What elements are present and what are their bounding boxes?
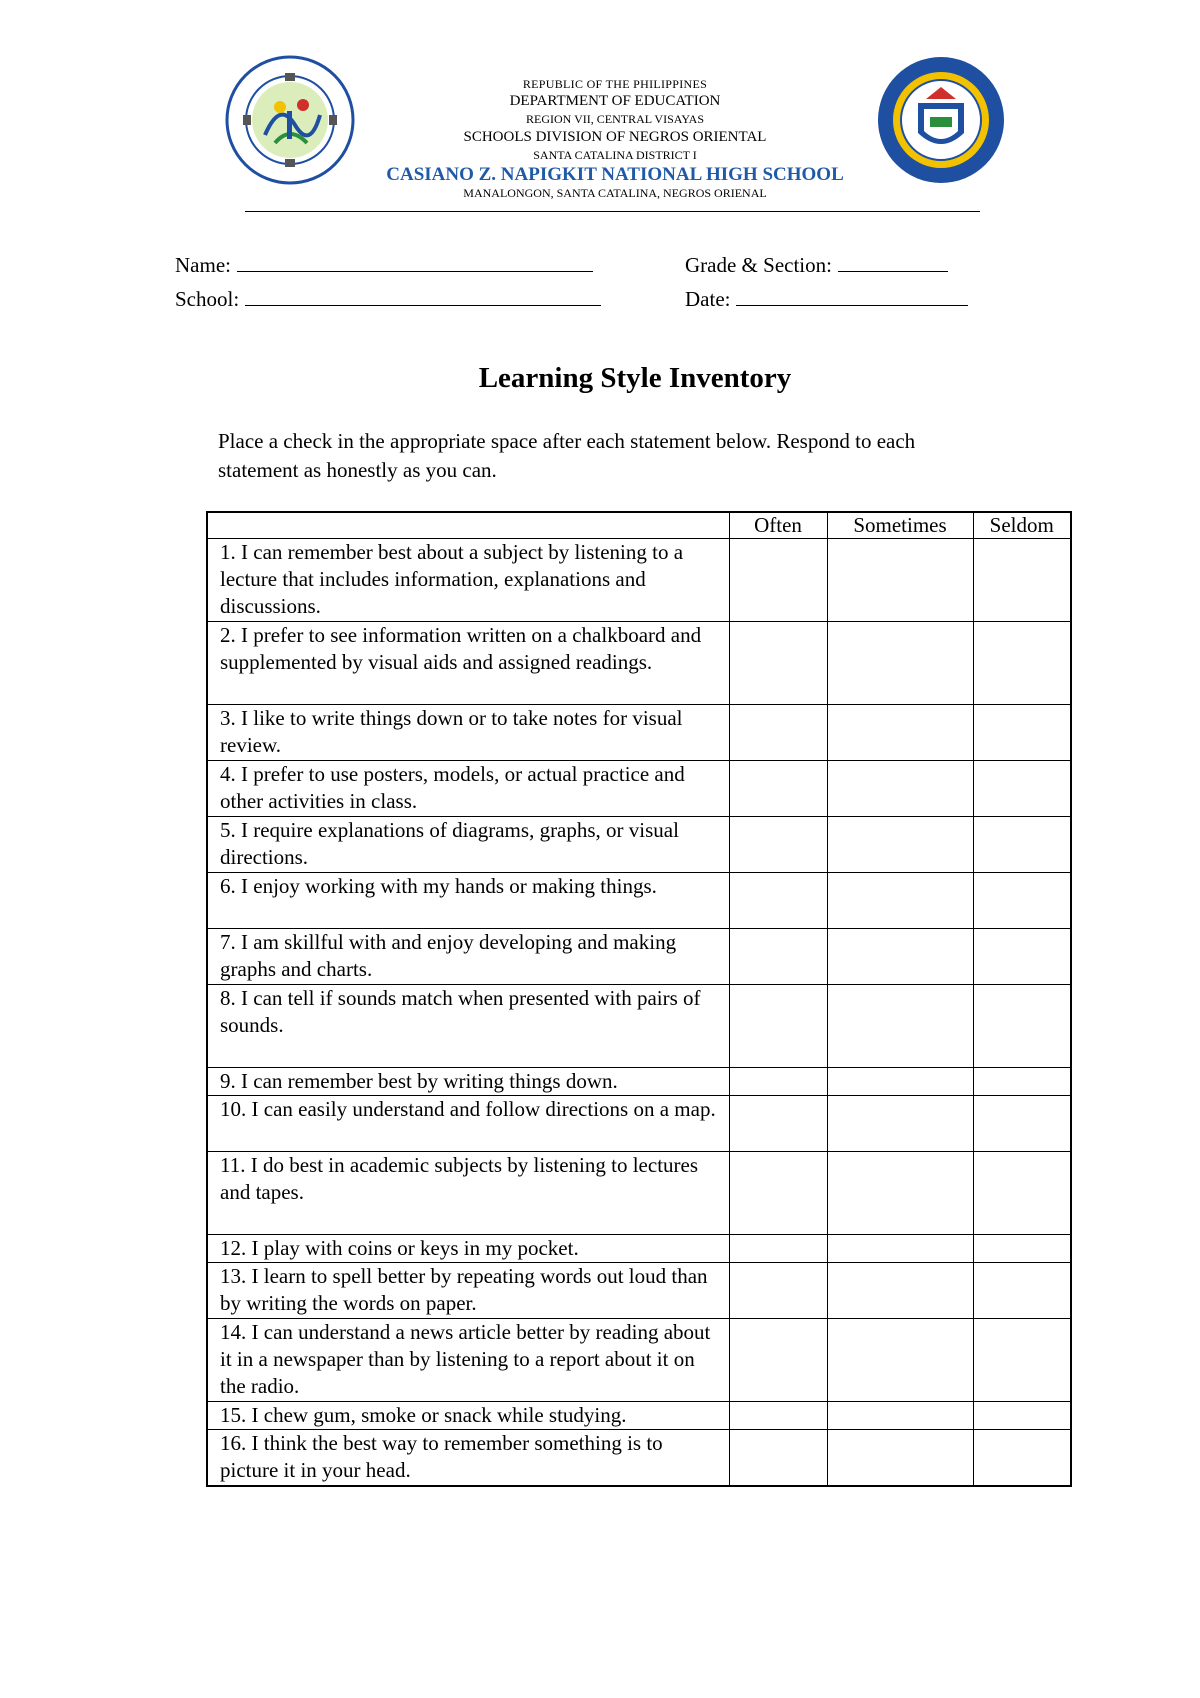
table-row xyxy=(207,985,1071,1068)
seldom-check[interactable] xyxy=(973,622,1071,705)
sometimes-check[interactable] xyxy=(827,1319,973,1402)
table-row xyxy=(207,1263,1071,1319)
grade-section-field xyxy=(685,253,948,278)
seldom-check[interactable] xyxy=(973,1319,1071,1402)
instructions: Place a check in the appropriate space after each statement below. Respond to each statement as honestly as you can. xyxy=(218,429,916,482)
page-title: Learning Style Inventory xyxy=(478,362,792,394)
sometimes-check[interactable] xyxy=(827,1096,973,1152)
statement: 2. I prefer to see information written on a chalkboard and supplemented by visual aids and assigned readings. xyxy=(207,622,729,705)
sometimes-check[interactable] xyxy=(827,622,973,705)
statement: 1. I can remember best about a subject by listening to a lecture that includes information, explanations and discussions. xyxy=(207,539,729,622)
statement: 5. I require explanations of diagrams, graphs, or visual directions. xyxy=(207,817,729,873)
table-row xyxy=(207,1096,1071,1152)
often-check[interactable] xyxy=(729,1263,827,1319)
table-row xyxy=(207,1402,1071,1430)
sometimes-check[interactable] xyxy=(827,1402,973,1430)
statement: 14. I can understand a news article better by reading about it in a newspaper than by listening to a report about it on the radio. xyxy=(207,1319,729,1402)
seldom-check[interactable] xyxy=(973,1263,1071,1319)
statement: 7. I am skillful with and enjoy developing and making graphs and charts. xyxy=(207,929,729,985)
letterhead-district: SANTA CATALINA DISTRICT I xyxy=(533,148,697,162)
sometimes-check[interactable] xyxy=(827,985,973,1068)
table-header-row xyxy=(207,512,1071,539)
school-seal-logo xyxy=(876,55,1006,185)
header-seldom: Seldom xyxy=(973,512,1071,539)
name-label: Name: xyxy=(175,253,231,277)
letterhead-republic: REPUBLIC OF THE PHILIPPINES xyxy=(522,77,708,91)
seldom-check[interactable] xyxy=(973,539,1071,622)
sometimes-check[interactable] xyxy=(827,705,973,761)
statement: 6. I enjoy working with my hands or making things. xyxy=(207,873,729,929)
date-label: Date: xyxy=(685,287,731,311)
often-check[interactable] xyxy=(729,1152,827,1235)
sometimes-check[interactable] xyxy=(827,1430,973,1486)
table-row xyxy=(207,1068,1071,1096)
table-row xyxy=(207,873,1071,929)
sometimes-check[interactable] xyxy=(827,539,973,622)
statement: 16. I think the best way to remember something is to picture it in your head. xyxy=(207,1430,729,1486)
often-check[interactable] xyxy=(729,817,827,873)
sometimes-check[interactable] xyxy=(827,1152,973,1235)
sometimes-check[interactable] xyxy=(827,1263,973,1319)
header-sometimes: Sometimes xyxy=(827,512,973,539)
seldom-check[interactable] xyxy=(973,929,1071,985)
often-check[interactable] xyxy=(729,1402,827,1430)
often-check[interactable] xyxy=(729,705,827,761)
statement: 8. I can tell if sounds match when presented with pairs of sounds. xyxy=(207,985,729,1068)
seldom-check[interactable] xyxy=(973,1068,1071,1096)
table-row xyxy=(207,817,1071,873)
letterhead-address: MANALONGON, SANTA CATALINA, NEGROS ORIENAL xyxy=(463,186,767,200)
seldom-check[interactable] xyxy=(973,1152,1071,1235)
letterhead-divider xyxy=(245,211,980,212)
table-row xyxy=(207,761,1071,817)
statement: 4. I prefer to use posters, models, or actual practice and other activities in class. xyxy=(207,761,729,817)
often-check[interactable] xyxy=(729,985,827,1068)
seldom-check[interactable] xyxy=(973,761,1071,817)
often-check[interactable] xyxy=(729,1068,827,1096)
statement: 10. I can easily understand and follow directions on a map. xyxy=(207,1096,729,1152)
letterhead-division: SCHOOLS DIVISION OF NEGROS ORIENTAL xyxy=(463,129,767,145)
sometimes-check[interactable] xyxy=(827,1068,973,1096)
table-row xyxy=(207,1430,1071,1486)
sometimes-check[interactable] xyxy=(827,873,973,929)
deped-seal-logo xyxy=(225,55,355,185)
often-check[interactable] xyxy=(729,1235,827,1263)
seldom-check[interactable] xyxy=(973,1430,1071,1486)
often-check[interactable] xyxy=(729,622,827,705)
often-check[interactable] xyxy=(729,929,827,985)
letterhead-school-name: CASIANO Z. NAPIGKIT NATIONAL HIGH SCHOOL xyxy=(386,164,844,185)
date-field xyxy=(685,287,968,312)
statement: 15. I chew gum, smoke or snack while studying. xyxy=(207,1402,729,1430)
often-check[interactable] xyxy=(729,761,827,817)
often-check[interactable] xyxy=(729,1319,827,1402)
letterhead xyxy=(380,78,850,199)
sometimes-check[interactable] xyxy=(827,817,973,873)
seldom-check[interactable] xyxy=(973,1096,1071,1152)
statement: 3. I like to write things down or to take notes for visual review. xyxy=(207,705,729,761)
sometimes-check[interactable] xyxy=(827,1235,973,1263)
school-input-line[interactable] xyxy=(245,287,601,306)
seldom-check[interactable] xyxy=(973,873,1071,929)
date-input-line[interactable] xyxy=(736,287,968,306)
table-row xyxy=(207,705,1071,761)
letterhead-region: REGION VII, CENTRAL VISAYAS xyxy=(525,112,704,126)
school-label: School: xyxy=(175,287,240,311)
header-statement xyxy=(207,512,729,539)
grade-section-input-line[interactable] xyxy=(838,253,948,272)
often-check[interactable] xyxy=(729,1096,827,1152)
table-row xyxy=(207,539,1071,622)
school-field xyxy=(175,287,601,312)
inventory-table xyxy=(206,511,1072,1487)
often-check[interactable] xyxy=(729,539,827,622)
table-row xyxy=(207,929,1071,985)
seldom-check[interactable] xyxy=(973,817,1071,873)
statement: 11. I do best in academic subjects by listening to lectures and tapes. xyxy=(207,1152,729,1235)
seldom-check[interactable] xyxy=(973,985,1071,1068)
seldom-check[interactable] xyxy=(973,1235,1071,1263)
sometimes-check[interactable] xyxy=(827,929,973,985)
often-check[interactable] xyxy=(729,1430,827,1486)
grade-section-label: Grade & Section: xyxy=(685,253,832,277)
statement: 9. I can remember best by writing things down. xyxy=(207,1068,729,1096)
table-row xyxy=(207,1319,1071,1402)
sometimes-check[interactable] xyxy=(827,761,973,817)
name-input-line[interactable] xyxy=(237,253,593,272)
table-row xyxy=(207,1152,1071,1235)
statement: 13. I learn to spell better by repeating words out loud than by writing the words on paper. xyxy=(207,1263,729,1319)
table-row xyxy=(207,622,1071,705)
header-often: Often xyxy=(729,512,827,539)
statement: 12. I play with coins or keys in my pocket. xyxy=(207,1235,729,1263)
table-row xyxy=(207,1235,1071,1263)
seldom-check[interactable] xyxy=(973,705,1071,761)
letterhead-department: DEPARTMENT OF EDUCATION xyxy=(509,93,721,109)
seldom-check[interactable] xyxy=(973,1402,1071,1430)
name-field xyxy=(175,253,593,278)
often-check[interactable] xyxy=(729,873,827,929)
